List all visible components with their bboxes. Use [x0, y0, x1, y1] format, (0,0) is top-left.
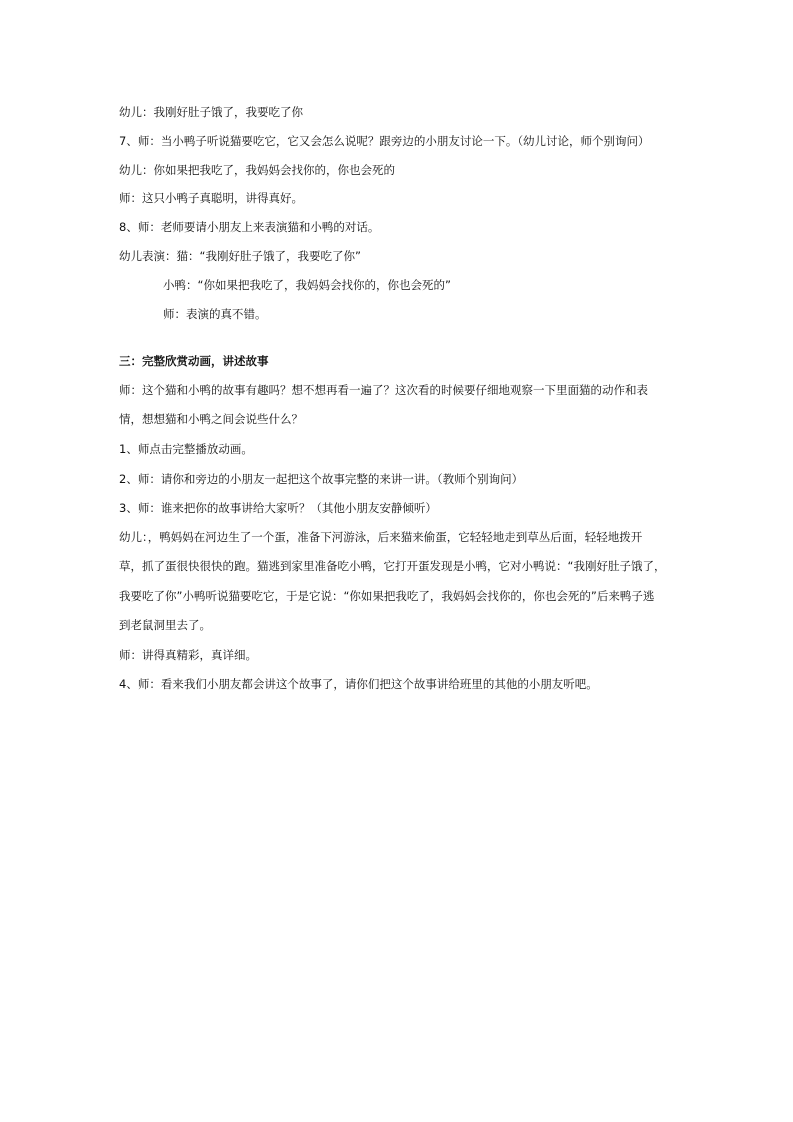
child-story-line: 我要吃了你”小鸭听说猫要吃它，于是它说：“你如果把我吃了，我妈妈会找你的，你也会死的”后来鸭子逃 — [119, 589, 655, 603]
teacher-line-continued: 情，想想猫和小鸭之间会说些什么？ — [119, 412, 303, 426]
child-performance-line: 幼儿表演：猫：“我刚好肚子饿了，我要吃了你” — [119, 249, 361, 263]
duckling-dialogue: 小鸭：“你如果把我吃了，我妈妈会找你的，你也会死的” — [163, 278, 451, 292]
teacher-line: 师：讲得真精彩，真详细。 — [119, 648, 257, 662]
step-3: 3、师：谁来把你的故事讲给大家听？（其他小朋友安静倾听） — [119, 501, 437, 515]
child-story-line: 到老鼠洞里去了。 — [119, 618, 211, 632]
step-4: 4、师：看来我们小朋友都会讲这个故事了，请你们把这个故事讲给班里的其他的小朋友听吧。 — [119, 677, 598, 691]
step-1: 1、师点击完整播放动画。 — [119, 442, 253, 456]
child-line: 幼儿：你如果把我吃了，我妈妈会找你的，你也会死的 — [119, 163, 395, 177]
child-story-line: 草，抓了蛋很快很快的跑。猫逃到家里准备吃小鸭，它打开蛋发现是小鸭，它对小鸭说：“我刚好肚子饿了， — [119, 559, 666, 573]
section-heading: 三：完整欣赏动画，讲述故事 — [119, 354, 269, 368]
child-line: 幼儿：我刚好肚子饿了，我要吃了你 — [119, 105, 303, 119]
teacher-line: 师：这只小鸭子真聪明，讲得真好。 — [119, 191, 303, 205]
teacher-comment: 师：表演的真不错。 — [163, 307, 267, 321]
teacher-line: 师：这个猫和小鸭的故事有趣吗？想不想再看一遍了？这次看的时候要仔细地观察一下里面猫的动作和表 — [119, 383, 648, 397]
step-7: 7、师：当小鸭子听说猫要吃它，它又会怎么说呢？跟旁边的小朋友讨论一下。（幼儿讨论，师个别询问） — [119, 134, 650, 148]
step-8: 8、师：老师要请小朋友上来表演猫和小鸭的对话。 — [119, 220, 380, 234]
child-story-line: 幼儿：，鸭妈妈在河边生了一个蛋，准备下河游泳，后来猫来偷蛋，它轻轻地走到草丛后面，轻轻地拨开 — [119, 530, 643, 544]
step-2: 2、师：请你和旁边的小朋友一起把这个故事完整的来讲一讲。（教师个别询问） — [119, 472, 524, 486]
